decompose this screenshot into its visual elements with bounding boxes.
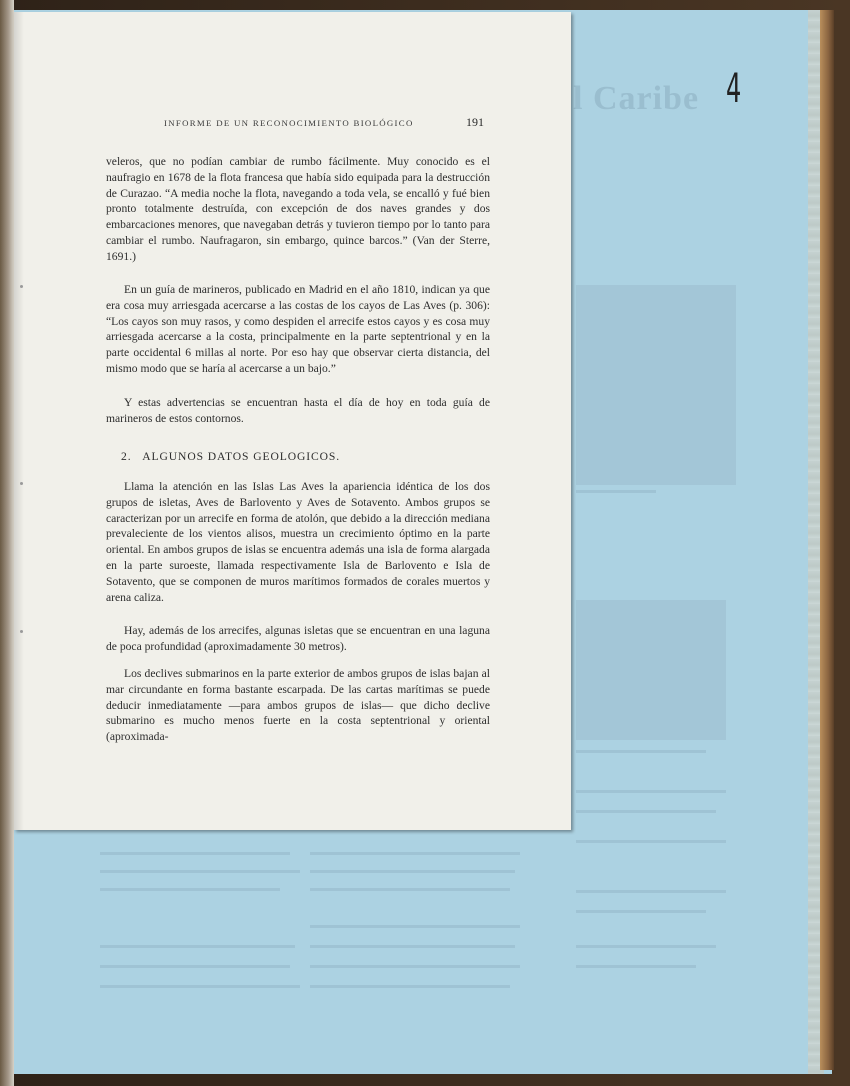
bleed-line	[310, 985, 510, 988]
bleed-line	[576, 945, 716, 948]
bleed-line	[100, 870, 300, 873]
bleed-line	[100, 945, 295, 948]
bleed-line	[100, 965, 290, 968]
bleed-line	[576, 890, 726, 893]
bleed-line	[576, 840, 726, 843]
book-page	[14, 12, 571, 830]
bleed-line	[310, 945, 515, 948]
bleed-through-photo-top	[576, 285, 736, 485]
paragraph: En un guía de marineros, publicado en Madrid en el año 1810, indican ya que era cosa muy arriesgada acercarse a las costas de los cayos de Las Aves (p. 306): “Los cayos son muy rasos, y como despiden el arrecife estos cayos y es cosa muy arriesgada acercarse a la costa, principalmente en la parte septentrional y en la parte occidental 6 millas al norte. Por eso hay que observar cierta distancia, del mismo modo que se haría al acercarse a un bajo.”	[106, 283, 490, 375]
bleed-line	[100, 852, 290, 855]
bleed-line	[576, 810, 716, 813]
paragraph: veleros, que no podían cambiar de rumbo fácilmente. Muy conocido es el naufragio en 1678 de la flota francesa que había sido equipada para la destrucción de Curazao. “A media noche la flota, navegando a toda vela, se encalló y fué bien pronto totalmente destruída, con excepción de dos naves grandes y dos embarcaciones menores, que navegaban detrás y tuvieron tiempo por lo tanto para cambiar el rumbo. Naufragaron, sin embargo, quince barcos.” (Van der Sterre, 1691.)	[106, 155, 490, 263]
paragraph: Hay, además de los arrecifes, algunas isletas que se encuentran en una laguna de poca profundidad (aproximadamente 30 metros).	[106, 624, 490, 653]
gutter-shadow	[14, 12, 24, 830]
page-number: 191	[466, 115, 484, 129]
album-spine-edge	[820, 10, 834, 1070]
bleed-line	[310, 888, 510, 891]
bleed-line	[310, 925, 520, 928]
bleed-line	[100, 985, 300, 988]
margin-dot	[20, 285, 23, 288]
bleed-line	[576, 965, 696, 968]
bleed-through-title: l Caribe	[573, 80, 700, 117]
bleed-line	[576, 750, 706, 753]
bleed-line	[310, 965, 520, 968]
bleed-through-photo-bottom	[576, 600, 726, 740]
bleed-line	[310, 870, 515, 873]
running-head: INFORME DE UN RECONOCIMIENTO BIOLÓGICO	[164, 118, 414, 128]
bleed-line	[310, 852, 520, 855]
bleed-line	[100, 888, 280, 891]
section-heading: 2. ALGUNOS DATOS GEOLOGICOS.	[121, 450, 341, 463]
margin-dot	[20, 630, 23, 633]
handwritten-folio-number: 4	[726, 66, 742, 112]
page-stack-left-edge	[0, 0, 14, 1086]
margin-dot	[20, 482, 23, 485]
bleed-line	[576, 490, 656, 493]
paragraph: Llama la atención en las Islas Las Aves la apariencia idéntica de los dos grupos de isletas, Aves de Barlovento y Aves de Sotavento. Ambos grupos se caracterizan por un arrecife en forma de atolón, que debido a la dirección mediana prevaleciente de los vientos alisos, muestra un crecimiento óptimo en la parte oriental. En ambos grupos de islas se encuentra además una isla de forma alargada en la parte suroeste, llamada respectivamente Isla de Barlovento e Isla de Sotavento, que se componen de muros marítimos formados de corales muertos y arena caliza.	[106, 480, 490, 604]
paragraph: Los declives submarinos en la parte exterior de ambos grupos de islas bajan al mar circundante en forma bastante escarpada. De las cartas marítimas se puede deducir inmediatamente —para ambos grupos de islas— que dicho declive submarino es mucho menos fuerte en la costa septentrional y oriental (aproximada-	[106, 667, 490, 744]
bleed-line	[576, 790, 726, 793]
paragraph: Y estas advertencias se encuentran hasta el día de hoy en toda guía de marineros de estos contornos.	[106, 396, 490, 425]
bleed-line	[576, 910, 706, 913]
